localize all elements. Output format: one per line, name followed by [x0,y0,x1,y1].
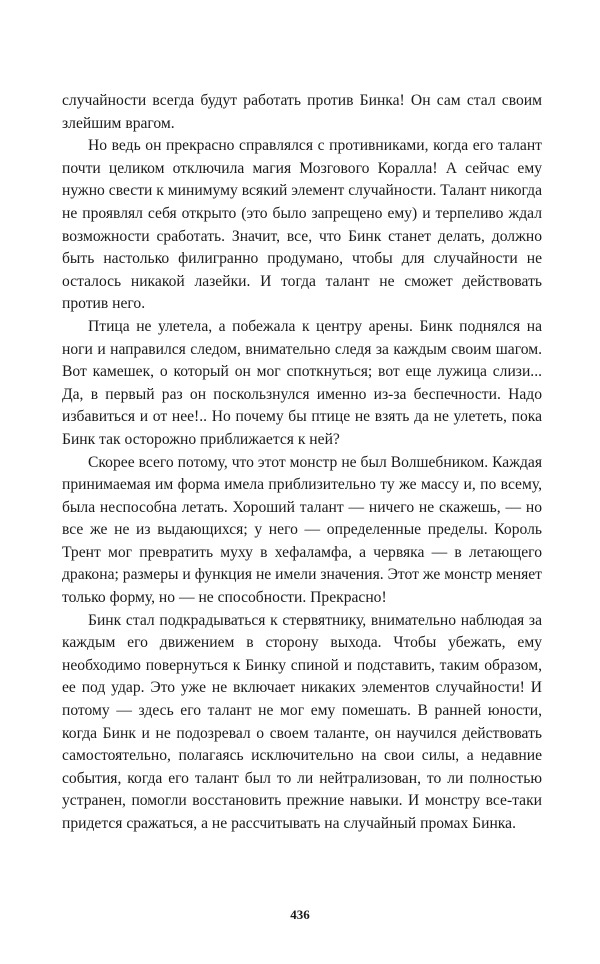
body-text [62,90,542,836]
paragraph-1: случайности всегда будут работать против Бинка! Он сам стал своим злейшим врагом. [62,92,542,132]
paragraph-2: Но ведь он прекрасно справлялся с противниками, когда его талант почти целиком отключила магия Мозгового Коралла! А сейчас ему нужно свести к минимуму всякий элемент случайности. Талант никогда не проявлял себя открыто (это было запрещено ему) и терпеливо ждал возможности сработать. Значит, все, что Бинк станет делать, должно быть настолько филигранно продумано, чтобы для случайности не осталось никакой лазейки. И тогда талант не сможет действовать против него. [62,137,542,313]
paragraph-5: Бинк стал подкрадываться к стервятнику, внимательно наблюдая за каждым его движением в сторону выхода. Чтобы убежать, ему необходимо повернуться к Бинку спиной и подставить, таким образом, ее под удар. Это уже не включает никаких элементов случайности! И потому — здесь его талант не мог ему помешать. В ранней юности, когда Бинк и не подозревал о своем таланте, он научился действовать самостоятельно, полагаясь исключительно на свои силы, а недавние события, когда его талант был то ли нейтрализован, то ли полностью устранен, помогли восстановить прежние навыки. И монстру все-таки придется сражаться, а не рассчитывать на случайный промах Бинка. [62,611,542,832]
paragraph-4: Скорее всего потому, что этот монстр не был Волшебником. Каждая принимаемая им форма имела приблизительно ту же массу и, по всему, была неспособна летать. Хороший талант — ничего не скажешь, — но все же не из выдающихся; у него — определенные пределы. Король Трент мог превратить муху в хефаламфа, а червяка — в летающего дракона; размеры и функция не имели значения. Этот же монстр меняет только форму, но — не способности. Прекрасно! [62,453,542,607]
paragraph-3: Птица не улетела, а побежала к центру арены. Бинк поднялся на ноги и направился следом, внимательно следя за каждым своим шагом. Вот камешек, о который он мог споткнуться; вот еще лужица слизи... Да, в первый раз он поскользнулся именно из-за беспечности. Надо избавиться и от нее!.. Но почему бы птице не взять да не улететь, пока Бинк так осторожно приближается к ней? [62,317,542,448]
page-number: 436 [290,907,310,922]
